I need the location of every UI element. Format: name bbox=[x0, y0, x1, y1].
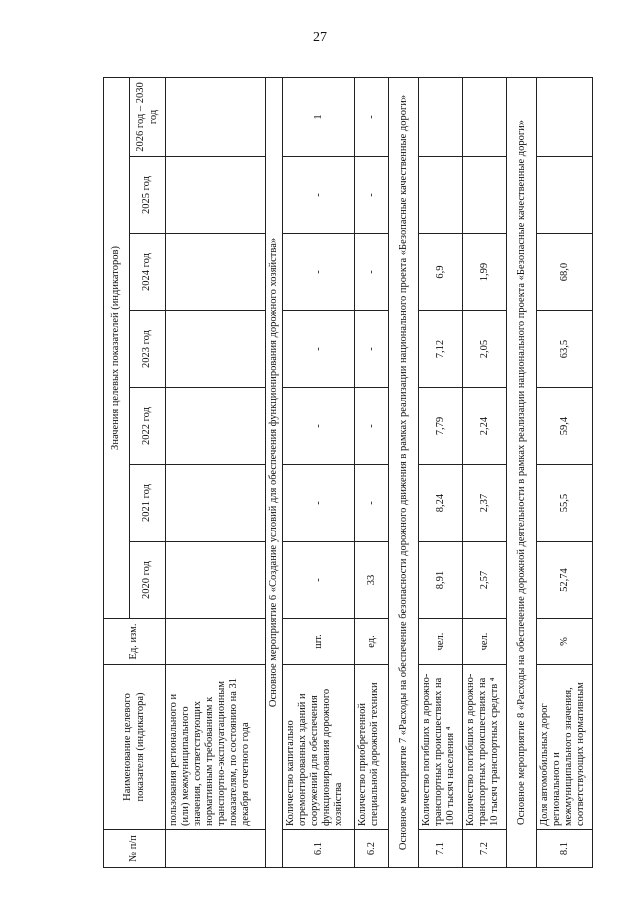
row-value: 1,99 bbox=[463, 234, 507, 311]
row-num: 6.1 bbox=[283, 830, 355, 868]
row-value: 7,12 bbox=[419, 311, 463, 388]
row-value: 2,37 bbox=[463, 465, 507, 542]
row-value: - bbox=[283, 542, 355, 619]
row-value: 8,24 bbox=[419, 465, 463, 542]
row-value bbox=[463, 77, 507, 156]
row-value bbox=[166, 465, 266, 542]
table-row bbox=[419, 77, 463, 867]
col-name-header: Наименование целевого показателя (индикатора) bbox=[104, 665, 166, 830]
col-unit-header: Ед. изм. bbox=[104, 619, 166, 665]
row-value: 2,57 bbox=[463, 542, 507, 619]
section-row bbox=[266, 77, 283, 867]
row-unit: % bbox=[537, 619, 593, 665]
row-value bbox=[166, 388, 266, 465]
row-value bbox=[419, 157, 463, 234]
row-value: - bbox=[355, 157, 389, 234]
row-value: - bbox=[283, 388, 355, 465]
indicators-table bbox=[103, 77, 593, 868]
year-header: 2023 год bbox=[130, 311, 166, 388]
row-value: - bbox=[283, 234, 355, 311]
row-value: 6,9 bbox=[419, 234, 463, 311]
page-number: 27 bbox=[313, 30, 327, 45]
row-value bbox=[463, 157, 507, 234]
row-num bbox=[166, 830, 266, 868]
row-value: 55,5 bbox=[537, 465, 593, 542]
row-name: Количество капитально отремонтированных зданий и сооружений для обеспечения функционирования дорожного хозяйства bbox=[283, 665, 355, 830]
section-title: Основное мероприятие 6 «Создание условий для обеспечения функционирования дорожного хозяйства» bbox=[266, 77, 283, 867]
section-title: Основное мероприятие 7 «Расходы на обеспечение безопасности дорожного движения в рамках реализации национального проекта «Безопасные качественные дороги» bbox=[389, 77, 419, 867]
row-value: - bbox=[283, 465, 355, 542]
year-header: 2022 год bbox=[130, 388, 166, 465]
row-value bbox=[166, 542, 266, 619]
row-num: 6.2 bbox=[355, 830, 389, 868]
section-row bbox=[507, 77, 537, 867]
table-row bbox=[355, 77, 389, 867]
row-value: - bbox=[283, 311, 355, 388]
col-num-header: № п/п bbox=[104, 830, 166, 868]
year-header: 2021 год bbox=[130, 465, 166, 542]
row-value: 33 bbox=[355, 542, 389, 619]
row-value: 52,74 bbox=[537, 542, 593, 619]
row-value: - bbox=[283, 157, 355, 234]
row-value: 2,24 bbox=[463, 388, 507, 465]
section-title: Основное мероприятие 8 «Расходы на обеспечение дорожной деятельности в рамках реализации национального проекта «Безопасные качественные дороги» bbox=[507, 77, 537, 867]
row-value: - bbox=[355, 234, 389, 311]
row-unit: шт. bbox=[283, 619, 355, 665]
row-value: 2,05 bbox=[463, 311, 507, 388]
row-name: Количество погибших в дорожно-транспортных происшествиях на 100 тысяч населения ⁴ bbox=[419, 665, 463, 830]
row-value: 63,5 bbox=[537, 311, 593, 388]
row-value bbox=[166, 311, 266, 388]
table-row bbox=[283, 77, 355, 867]
row-unit: ед. bbox=[355, 619, 389, 665]
row-unit bbox=[166, 619, 266, 665]
row-num: 7.2 bbox=[463, 830, 507, 868]
row-name: Количество погибших в дорожно-транспортных происшествиях на 10 тысяч транспортных средств ⁴ bbox=[463, 665, 507, 830]
row-value: 8,91 bbox=[419, 542, 463, 619]
section-row bbox=[389, 77, 419, 867]
row-value bbox=[537, 157, 593, 234]
row-value: - bbox=[355, 311, 389, 388]
year-header: 2026 год – 2030 год bbox=[130, 77, 166, 156]
row-value bbox=[166, 157, 266, 234]
row-value bbox=[166, 234, 266, 311]
year-header: 2020 год bbox=[130, 542, 166, 619]
row-value: 1 bbox=[283, 77, 355, 156]
row-value: 7,79 bbox=[419, 388, 463, 465]
table-row bbox=[537, 77, 593, 867]
row-name: Доля автомобильных дорог регионального и межмуниципального значения, соответствующих нормативным bbox=[537, 665, 593, 830]
row-unit: чел. bbox=[419, 619, 463, 665]
row-num: 8.1 bbox=[537, 830, 593, 868]
table-row bbox=[463, 77, 507, 867]
table-row bbox=[166, 77, 266, 867]
row-name: Количество приобретенной специальной дорожной техники bbox=[355, 665, 389, 830]
row-value bbox=[166, 77, 266, 156]
row-value: - bbox=[355, 465, 389, 542]
row-num: 7.1 bbox=[419, 830, 463, 868]
row-value bbox=[537, 77, 593, 156]
row-value: 68,0 bbox=[537, 234, 593, 311]
year-header: 2024 год bbox=[130, 234, 166, 311]
row-unit: чел. bbox=[463, 619, 507, 665]
row-value: 59,4 bbox=[537, 388, 593, 465]
rotated-table-container bbox=[103, 78, 587, 868]
row-value: - bbox=[355, 388, 389, 465]
row-value bbox=[419, 77, 463, 156]
row-name: пользования регионального и (или) межмуниципального значения, соответствующих нормативным требованиям к транспортно-эксплуатационным показателям, по состоянию на 31 декабря отчетного года bbox=[166, 665, 266, 830]
year-header: 2025 год bbox=[130, 157, 166, 234]
row-value: - bbox=[355, 77, 389, 156]
values-group-header: Значения целевых показателей (индикаторов) bbox=[104, 77, 130, 618]
